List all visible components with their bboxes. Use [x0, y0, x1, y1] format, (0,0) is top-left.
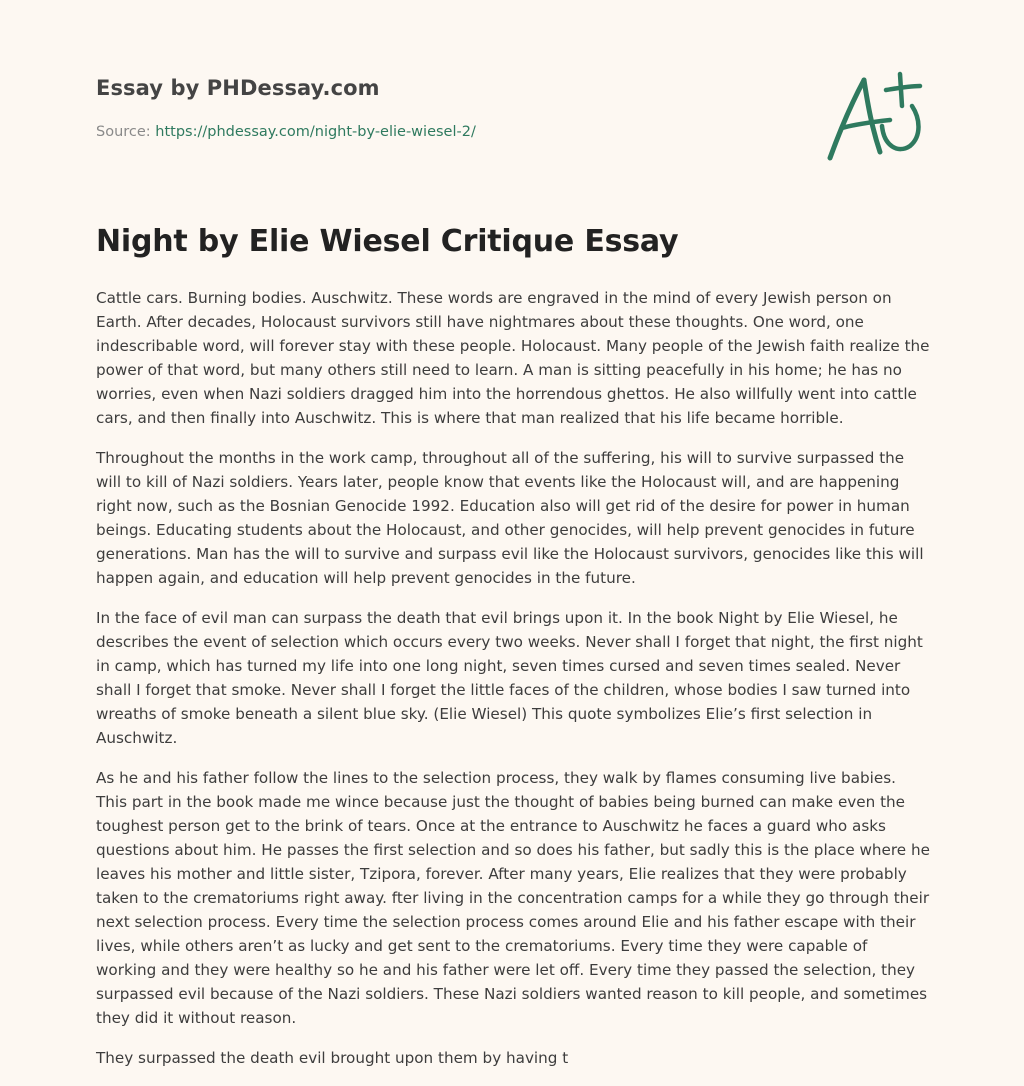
a-plus-logo-icon: [820, 66, 930, 166]
site-title: Essay by PHDessay.com: [96, 76, 380, 100]
essay-body: [96, 286, 930, 1086]
paragraph: In the face of evil man can surpass the death that evil brings upon it. In the book Night by Elie Wiesel, he describes the event of selection which occurs every two weeks. Never shall I forget that night, the first night in camp, which has turned my life into one long night, seven times cursed and seven times sealed. Never shall I forget that smoke. Never shall I forget the little faces of the children, whose bodies I saw turned into wreaths of smoke beneath a silent blue sky. (Elie Wiesel) This quote symbolizes Elie’s first selection in Auschwitz.: [96, 609, 923, 747]
source-label: Source:: [96, 124, 156, 140]
paragraph: As he and his father follow the lines to the selection process, they walk by flames consuming live babies. This part in the book made me wince because just the thought of babies being burned can make even the toughest person get to the brink of tears. Once at the entrance to Auschwitz he faces a guard who asks questions about him. He passes the first selection and so does his father, but sadly this is the place where he leaves his mother and little sister, Tzipora, forever. After many years, Elie realizes that they were probably taken to the crematoriums right away. fter living in the concentration camps for a while they go through their next selection process. Every time the selection process comes around Elie and his father escape with their lives, while others aren’t as lucky and get sent to the crematoriums. Every time they were capable of working and they were healthy so he and his father were let off. Every time they passed the selection, they surpassed evil because of the Nazi soldiers. These Nazi soldiers wanted reason to kill people, and sometimes they did it without reason.: [96, 769, 930, 1027]
source-link[interactable]: https://phdessay.com/night-by-elie-wiesel-2/: [155, 124, 476, 140]
paragraph: Cattle cars. Burning bodies. Auschwitz. These words are engraved in the mind of every Jewish person on Earth. After decades, Holocaust survivors still have nightmares about these thoughts. One word, one indescribable word, will forever stay with these people. Holocaust. Many people of the Jewish faith realize the power of that word, but many others still need to learn. A man is sitting peacefully in his home; he has no worries, even when Nazi soldiers dragged him into the horrendous ghettos. He also willfully went into cattle cars, and then finally into Auschwitz. This is where that man realized that his life became horrible.: [96, 289, 930, 427]
paragraph: They surpassed the death evil brought upon them by having t: [96, 1049, 569, 1067]
paragraph: Throughout the months in the work camp, throughout all of the suffering, his will to survive surpassed the will to kill of Nazi soldiers. Years later, people know that events like the Holocaust will, and are happening right now, such as the Bosnian Genocide 1992. Education also will get rid of the desire for power in human beings. Educating students about the Holocaust, and other genocides, will help prevent genocides in future generations. Man has the will to survive and surpass evil like the Holocaust survivors, genocides like this will happen again, and education will help prevent genocides in the future.: [96, 449, 924, 587]
essay-title: Night by Elie Wiesel Critique Essay: [96, 224, 679, 259]
source-line: [96, 124, 476, 140]
